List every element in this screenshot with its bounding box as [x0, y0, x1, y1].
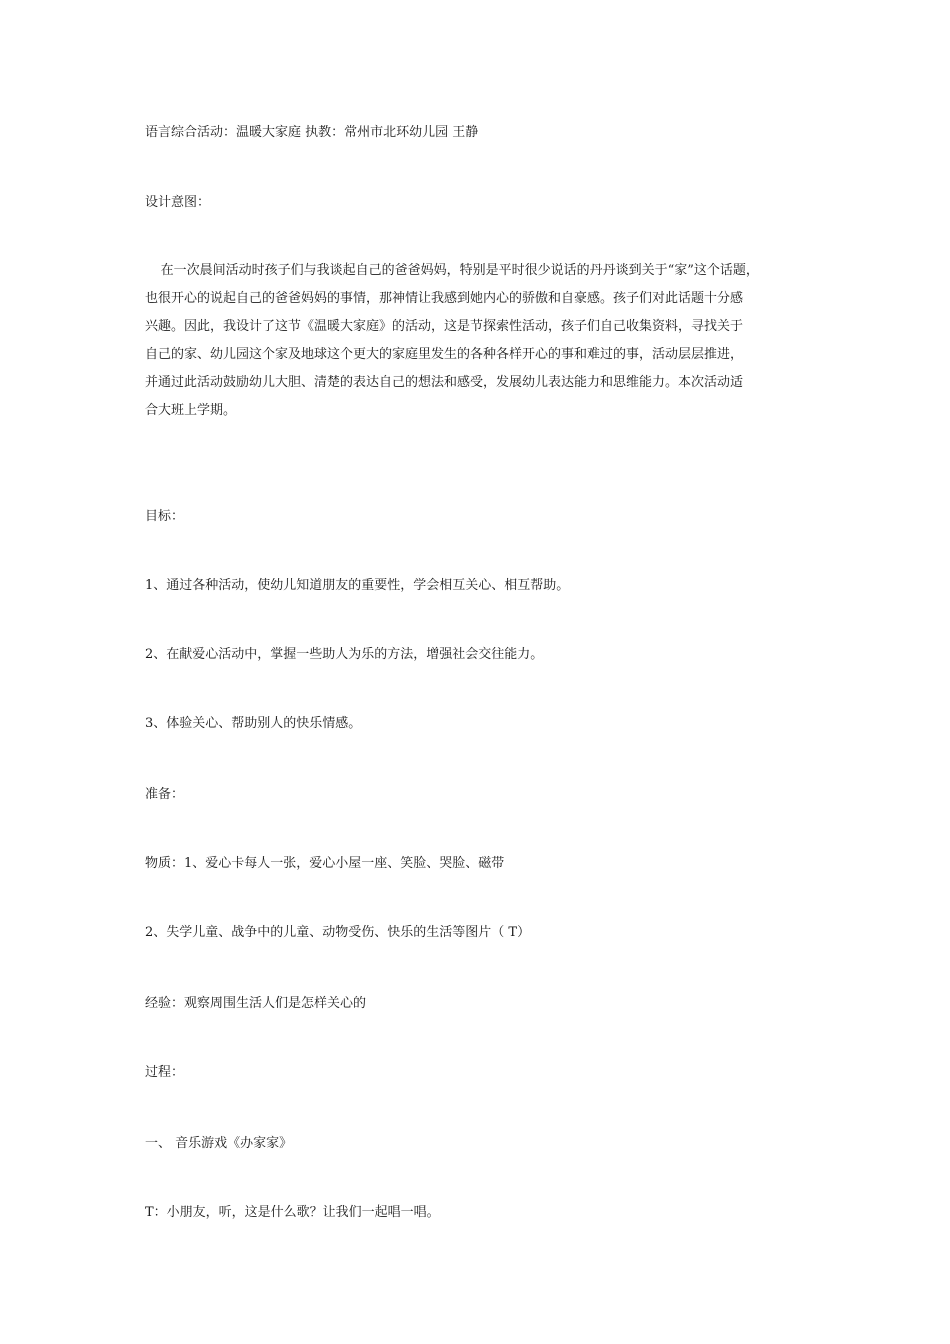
goal-item-2: 2、在献爱心活动中，掌握一些助人为乐的方法，增强社会交往能力。	[145, 647, 544, 662]
design-intent-paragraph	[145, 257, 807, 425]
design-intent-line: 并通过此活动鼓励幼儿大胆、清楚的表达自己的想法和感受，发展幼儿表达能力和思维能力。本次活动适	[145, 375, 744, 390]
process-heading: 过程：	[145, 1065, 185, 1080]
design-intent-line: 也很开心的说起自己的爸爸妈妈的事情，那神情让我感到她内心的骄傲和自豪感。孩子们对此话题十分感	[145, 291, 744, 306]
preparation-heading: 准备：	[145, 787, 185, 802]
goal-item-3: 3、体验关心、帮助别人的快乐情感。	[145, 716, 362, 731]
teacher-dialogue-1: T：小朋友，听，这是什么歌？让我们一起唱一唱。	[145, 1205, 440, 1220]
document-header: 语言综合活动：温暖大家庭 执教：常州市北环幼儿园 王静	[145, 125, 479, 140]
design-intent-line: 自己的家、幼儿园这个家及地球这个更大的家庭里发生的各种各样开心的事和难过的事，活动层层推进，	[145, 347, 744, 362]
goals-heading: 目标：	[145, 509, 185, 524]
materials-line-1: 物质：1、爱心卡每人一张，爱心小屋一座、笑脸、哭脸、磁带	[145, 856, 505, 871]
design-intent-heading: 设计意图：	[145, 195, 211, 210]
goal-item-1: 1、通过各种活动，使幼儿知道朋友的重要性，学会相互关心、相互帮助。	[145, 578, 570, 593]
materials-line-2: 2、失学儿童、战争中的儿童、动物受伤、快乐的生活等图片（ T）	[145, 925, 531, 940]
experience-line: 经验：观察周围生活人们是怎样关心的	[145, 996, 367, 1011]
design-intent-line: 在一次晨间活动时孩子们与我谈起自己的爸爸妈妈，特别是平时很少说话的丹丹谈到关于“家”这个话题，	[160, 263, 759, 278]
design-intent-line: 兴趣。因此，我设计了这节《温暖大家庭》的活动，这是节探索性活动，孩子们自己收集资料，寻找关于	[145, 319, 744, 334]
design-intent-line: 合大班上学期。	[145, 403, 237, 418]
process-step-1: 一、 音乐游戏《办家家》	[145, 1136, 293, 1151]
